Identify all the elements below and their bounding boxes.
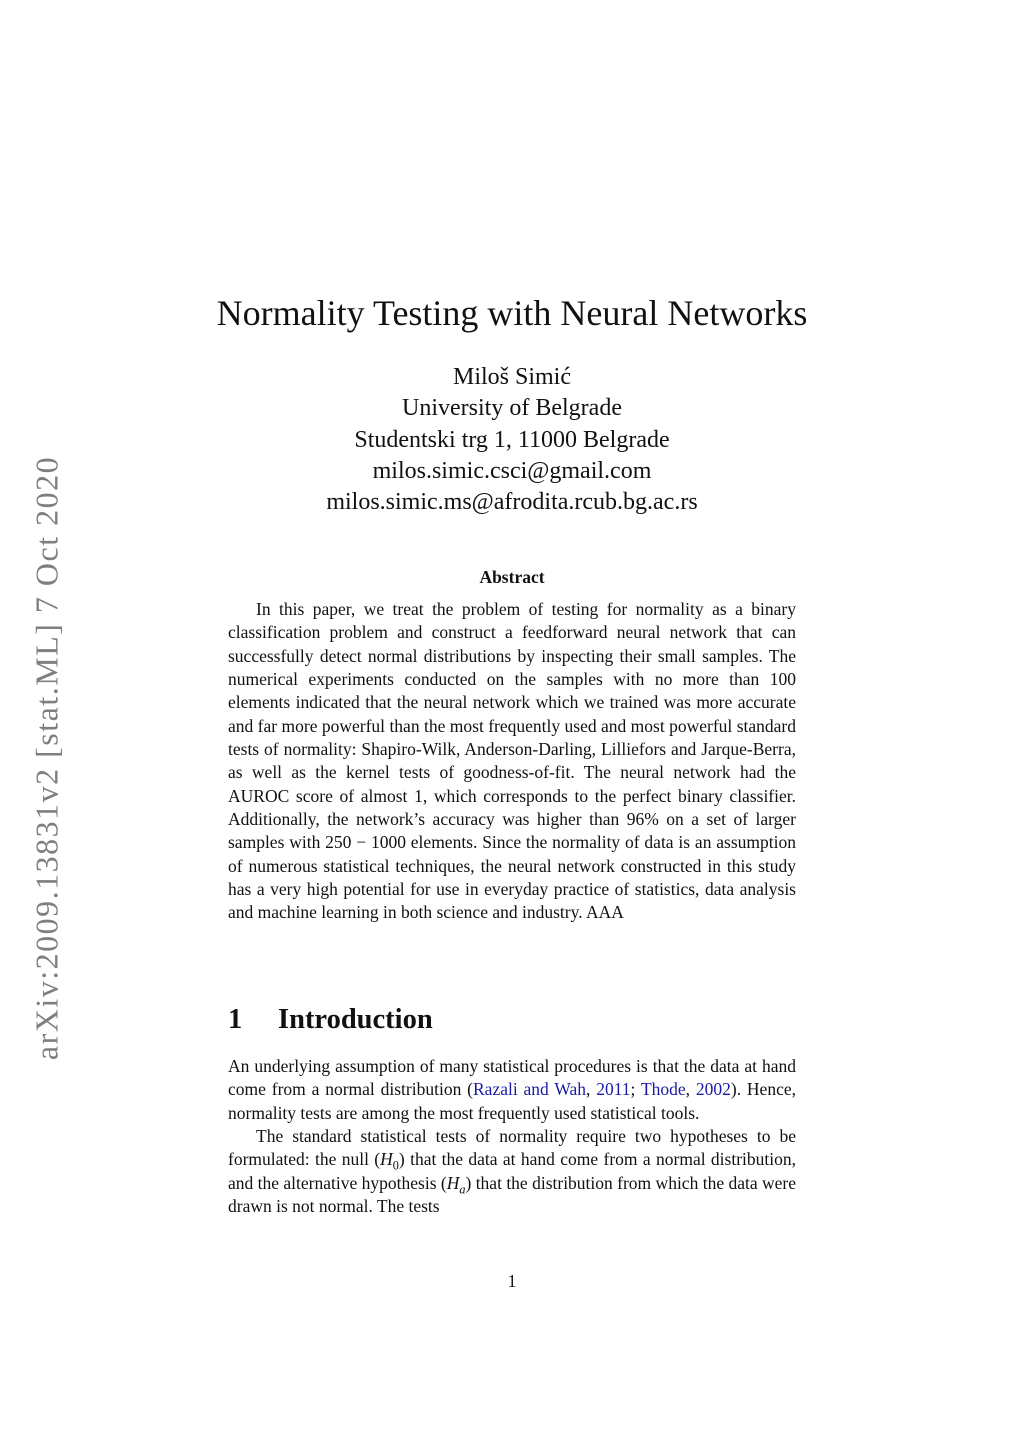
intro-paragraph-2: The standard statistical tests of normality require two hypotheses to be formulated: the null $(H_0)$ that the data at hand come from a normal distribution, and the alternative hypothesis $(H_a)$ that the distribution from which the data were drawn is not normal. The tests [228,1126,796,1217]
citation-razali-year[interactable]: 2011 [596,1079,631,1100]
alternative-hypothesis-symbol: H [446,1172,460,1193]
paper-title: Normality Testing with Neural Networks [216,293,808,333]
section-title: Introduction [278,1004,433,1035]
alternative-hypothesis-subscript: a [459,1182,466,1197]
null-hypothesis-symbol: H [380,1149,393,1170]
author-affiliation: University of Belgrade [402,395,622,422]
intro-paragraph-1: An underlying assumption of many statistical procedures is that the data at hand come from a normal distribution (Razali and Wah, 2011; Thode, 2002). Hence, normality tests are among the most frequently used statistical tools. [228,1056,796,1123]
citation-thode-year[interactable]: 2002 [695,1079,731,1100]
author-email-secondary: milos.simic.ms@afrodita.rcub.bg.ac.rs [326,489,698,516]
introduction-body [228,1055,796,1218]
citation-razali-author[interactable]: Razali and Wah [473,1079,586,1100]
author-address: Studentski trg 1, 11000 Belgrade [354,426,670,453]
section-number: 1 [228,1004,243,1035]
null-hypothesis-subscript: 0 [392,1158,399,1173]
section-heading-introduction [228,1002,433,1038]
author-block [0,362,1024,518]
author-email-primary: milos.simic.csci@gmail.com [372,457,652,484]
citation-thode-author[interactable]: Thode [640,1079,686,1100]
arxiv-identifier: arXiv:2009.13831v2 [stat.ML] 7 Oct 2020 [28,455,65,1061]
abstract-heading: Abstract [479,567,545,587]
abstract-text: In this paper, we treat the problem of testing for normality as a binary classification problem and construct a feedforward neural network that can successfully detect normal distributions by inspecting their small samples. The numerical experiments conducted on the samples with no more than 100 elements indicated that the neural network which we trained was more accurate and far more powerful than the most frequently used and most powerful standard tests of normality: Shapiro-Wilk, Anderson-Darling, Lilliefors and Jarque-Berra, as well as the kernel tests of goodness-of-fit. The neural network had the AUROC score of almost 1, which corresponds to the perfect binary classifier. Additionally, the network’s accuracy was higher than 96% on a set of larger samples with 250 − 1000 elements. Since the normality of data is an assumption of numerous statistical techniques, the neural network constructed in this study has a very high potential for use in everyday practice of statistics, data analysis and machine learning in both science and industry. AAA [228,599,796,923]
author-name: Miloš Simić [452,364,572,390]
page-number: 1 [507,1271,517,1291]
